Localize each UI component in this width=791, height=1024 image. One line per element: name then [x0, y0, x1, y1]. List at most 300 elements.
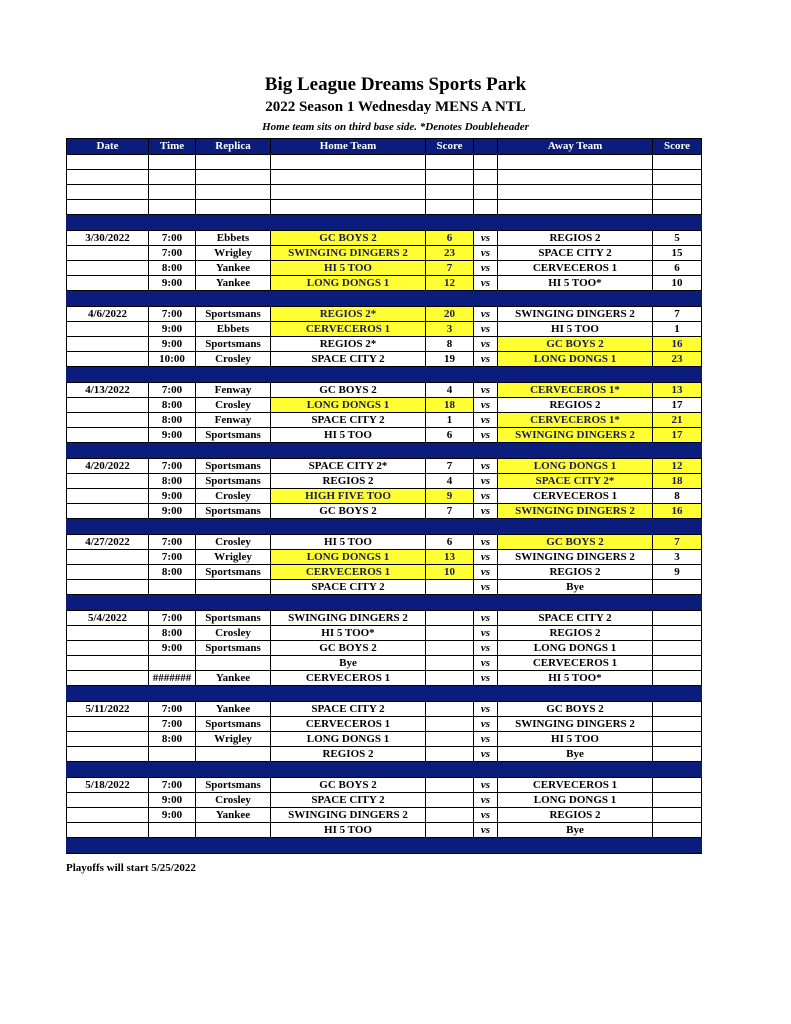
table-row [67, 793, 702, 808]
table-row [67, 747, 702, 762]
table-row [67, 580, 702, 595]
date-cell [67, 717, 149, 732]
away-team-cell: LONG DONGS 1 [498, 641, 653, 656]
time-cell: 9:00 [149, 428, 196, 443]
separator-cell [149, 367, 196, 383]
separator-cell [67, 686, 149, 702]
table-row [67, 474, 702, 489]
home-score-cell [426, 611, 474, 626]
away-score-cell: 9 [653, 565, 702, 580]
separator-cell [196, 838, 271, 854]
separator-cell [67, 215, 149, 231]
table-row [67, 611, 702, 626]
blank-cell [653, 185, 702, 200]
page-note: Home team sits on third base side. *Denotes Doubleheader [262, 121, 529, 133]
replica-cell [196, 580, 271, 595]
col-date: Date [67, 139, 149, 155]
vs-cell: vs [474, 383, 498, 398]
table-row [67, 504, 702, 519]
separator-cell [426, 443, 474, 459]
away-score-cell [653, 732, 702, 747]
blank-cell [498, 200, 653, 215]
date-cell [67, 413, 149, 428]
home-team-cell: HI 5 TOO [271, 823, 426, 838]
replica-cell: Fenway [196, 383, 271, 398]
vs-cell: vs [474, 459, 498, 474]
blank-cell [474, 200, 498, 215]
away-team-cell: CERVECEROS 1 [498, 489, 653, 504]
separator-cell [196, 519, 271, 535]
away-score-cell: 21 [653, 413, 702, 428]
separator-cell [426, 762, 474, 778]
time-cell: 9:00 [149, 641, 196, 656]
header-row [67, 139, 702, 155]
vs-cell: vs [474, 565, 498, 580]
date-cell [67, 489, 149, 504]
separator-cell [653, 762, 702, 778]
separator-cell [67, 367, 149, 383]
home-score-cell [426, 580, 474, 595]
table-row [67, 307, 702, 322]
home-team-cell: LONG DONGS 1 [271, 276, 426, 291]
time-cell: 8:00 [149, 565, 196, 580]
replica-cell: Sportsmans [196, 504, 271, 519]
home-score-cell: 1 [426, 413, 474, 428]
replica-cell: Sportsmans [196, 474, 271, 489]
away-team-cell: CERVECEROS 1 [498, 778, 653, 793]
separator-cell [474, 215, 498, 231]
separator-cell [426, 686, 474, 702]
away-score-cell: 16 [653, 337, 702, 352]
time-cell: 7:00 [149, 778, 196, 793]
time-cell: 8:00 [149, 261, 196, 276]
replica-cell: Crosley [196, 626, 271, 641]
away-score-cell: 17 [653, 428, 702, 443]
replica-cell: Sportsmans [196, 307, 271, 322]
time-cell: 7:00 [149, 535, 196, 550]
vs-cell: vs [474, 702, 498, 717]
home-score-cell [426, 823, 474, 838]
separator-cell [271, 291, 426, 307]
week-separator [67, 686, 702, 702]
replica-cell [196, 747, 271, 762]
footer-note: Playoffs will start 5/25/2022 [66, 862, 196, 874]
home-score-cell [426, 793, 474, 808]
replica-cell: Sportsmans [196, 428, 271, 443]
time-cell: 8:00 [149, 626, 196, 641]
time-cell: 9:00 [149, 489, 196, 504]
blank-cell [498, 170, 653, 185]
separator-cell [498, 762, 653, 778]
date-cell [67, 580, 149, 595]
vs-cell: vs [474, 778, 498, 793]
vs-cell: vs [474, 261, 498, 276]
date-cell [67, 793, 149, 808]
time-cell: 8:00 [149, 732, 196, 747]
separator-cell [271, 443, 426, 459]
home-team-cell: CERVECEROS 1 [271, 671, 426, 686]
away-team-cell: Bye [498, 580, 653, 595]
vs-cell: vs [474, 428, 498, 443]
away-score-cell [653, 580, 702, 595]
separator-cell [498, 519, 653, 535]
home-score-cell: 4 [426, 474, 474, 489]
separator-cell [67, 443, 149, 459]
separator-cell [271, 595, 426, 611]
replica-cell: Sportsmans [196, 611, 271, 626]
separator-cell [271, 838, 426, 854]
vs-cell: vs [474, 717, 498, 732]
date-cell [67, 747, 149, 762]
date-cell [67, 337, 149, 352]
separator-cell [498, 215, 653, 231]
away-score-cell: 15 [653, 246, 702, 261]
date-cell [67, 428, 149, 443]
away-score-cell: 13 [653, 383, 702, 398]
replica-cell: Crosley [196, 398, 271, 413]
home-score-cell: 6 [426, 428, 474, 443]
table-row [67, 352, 702, 367]
separator-cell [426, 367, 474, 383]
home-score-cell: 19 [426, 352, 474, 367]
away-team-cell: LONG DONGS 1 [498, 459, 653, 474]
separator-cell [653, 443, 702, 459]
separator-cell [149, 686, 196, 702]
table-row [67, 337, 702, 352]
blank-cell [196, 170, 271, 185]
blank-cell [498, 155, 653, 170]
separator-cell [426, 291, 474, 307]
separator-cell [498, 686, 653, 702]
table-row [67, 778, 702, 793]
replica-cell: Ebbets [196, 322, 271, 337]
table-row [67, 489, 702, 504]
replica-cell: Crosley [196, 793, 271, 808]
away-score-cell [653, 656, 702, 671]
away-team-cell: CERVECEROS 1* [498, 383, 653, 398]
blank-cell [271, 155, 426, 170]
blank-cell [498, 185, 653, 200]
away-score-cell: 23 [653, 352, 702, 367]
date-cell [67, 504, 149, 519]
date-cell [67, 276, 149, 291]
time-cell: ####### [149, 671, 196, 686]
away-score-cell [653, 778, 702, 793]
replica-cell: Yankee [196, 808, 271, 823]
separator-cell [653, 291, 702, 307]
separator-cell [474, 595, 498, 611]
away-score-cell: 7 [653, 307, 702, 322]
separator-cell [67, 519, 149, 535]
table-row [67, 261, 702, 276]
away-score-cell: 10 [653, 276, 702, 291]
date-cell: 4/13/2022 [67, 383, 149, 398]
time-cell: 8:00 [149, 474, 196, 489]
blank-cell [271, 170, 426, 185]
vs-cell: vs [474, 398, 498, 413]
away-team-cell: REGIOS 2 [498, 626, 653, 641]
home-team-cell: SWINGING DINGERS 2 [271, 808, 426, 823]
table-row [67, 535, 702, 550]
vs-cell: vs [474, 580, 498, 595]
time-cell: 9:00 [149, 793, 196, 808]
home-score-cell [426, 717, 474, 732]
home-score-cell: 7 [426, 459, 474, 474]
separator-cell [67, 762, 149, 778]
away-team-cell: HI 5 TOO* [498, 276, 653, 291]
separator-cell [271, 686, 426, 702]
vs-cell: vs [474, 322, 498, 337]
away-score-cell: 18 [653, 474, 702, 489]
table-row [67, 626, 702, 641]
date-cell: 4/27/2022 [67, 535, 149, 550]
vs-cell: vs [474, 550, 498, 565]
col-home-team: Home Team [271, 139, 426, 155]
home-team-cell: GC BOYS 2 [271, 641, 426, 656]
away-team-cell: LONG DONGS 1 [498, 793, 653, 808]
away-score-cell: 7 [653, 535, 702, 550]
week-separator [67, 762, 702, 778]
away-team-cell: REGIOS 2 [498, 565, 653, 580]
separator-cell [653, 215, 702, 231]
table-row [67, 398, 702, 413]
vs-cell: vs [474, 747, 498, 762]
date-cell [67, 352, 149, 367]
home-team-cell: CERVECEROS 1 [271, 565, 426, 580]
replica-cell: Yankee [196, 702, 271, 717]
home-team-cell: HI 5 TOO* [271, 626, 426, 641]
time-cell [149, 580, 196, 595]
away-team-cell: REGIOS 2 [498, 808, 653, 823]
table-row [67, 231, 702, 246]
date-cell: 5/4/2022 [67, 611, 149, 626]
col-time: Time [149, 139, 196, 155]
blank-cell [149, 185, 196, 200]
away-score-cell [653, 717, 702, 732]
page-subtitle: 2022 Season 1 Wednesday MENS A NTL [265, 99, 526, 115]
away-score-cell [653, 611, 702, 626]
home-team-cell: SPACE CITY 2 [271, 702, 426, 717]
table-row [67, 671, 702, 686]
time-cell: 7:00 [149, 702, 196, 717]
replica-cell: Wrigley [196, 550, 271, 565]
away-team-cell: Bye [498, 747, 653, 762]
week-separator [67, 291, 702, 307]
time-cell [149, 823, 196, 838]
time-cell: 9:00 [149, 808, 196, 823]
replica-cell: Sportsmans [196, 337, 271, 352]
away-team-cell: REGIOS 2 [498, 398, 653, 413]
week-separator [67, 215, 702, 231]
home-score-cell [426, 641, 474, 656]
home-team-cell: REGIOS 2* [271, 307, 426, 322]
replica-cell: Sportsmans [196, 565, 271, 580]
separator-cell [426, 215, 474, 231]
vs-cell: vs [474, 413, 498, 428]
table-row [67, 550, 702, 565]
away-score-cell [653, 671, 702, 686]
table-row [67, 383, 702, 398]
table-row [67, 641, 702, 656]
home-team-cell: CERVECEROS 1 [271, 322, 426, 337]
home-score-cell: 6 [426, 535, 474, 550]
blank-row [67, 200, 702, 215]
schedule-body [67, 155, 702, 854]
vs-cell: vs [474, 671, 498, 686]
date-cell [67, 398, 149, 413]
vs-cell: vs [474, 793, 498, 808]
date-cell [67, 474, 149, 489]
week-separator [67, 443, 702, 459]
separator-cell [67, 291, 149, 307]
vs-cell: vs [474, 352, 498, 367]
separator-cell [271, 367, 426, 383]
vs-cell: vs [474, 611, 498, 626]
home-team-cell: SPACE CITY 2 [271, 413, 426, 428]
date-cell [67, 641, 149, 656]
vs-cell: vs [474, 504, 498, 519]
separator-cell [426, 838, 474, 854]
table-row [67, 717, 702, 732]
time-cell: 9:00 [149, 276, 196, 291]
home-score-cell: 7 [426, 504, 474, 519]
separator-cell [271, 215, 426, 231]
home-team-cell: Bye [271, 656, 426, 671]
away-team-cell: CERVECEROS 1* [498, 413, 653, 428]
week-separator [67, 367, 702, 383]
separator-cell [196, 443, 271, 459]
blank-row [67, 170, 702, 185]
home-score-cell: 3 [426, 322, 474, 337]
replica-cell [196, 656, 271, 671]
separator-cell [474, 519, 498, 535]
away-team-cell: HI 5 TOO [498, 732, 653, 747]
separator-cell [149, 762, 196, 778]
replica-cell: Crosley [196, 535, 271, 550]
separator-cell [653, 686, 702, 702]
home-team-cell: SPACE CITY 2 [271, 352, 426, 367]
vs-cell: vs [474, 307, 498, 322]
home-score-cell: 20 [426, 307, 474, 322]
away-team-cell: SWINGING DINGERS 2 [498, 428, 653, 443]
replica-cell: Wrigley [196, 246, 271, 261]
blank-cell [196, 200, 271, 215]
date-cell [67, 626, 149, 641]
home-score-cell: 9 [426, 489, 474, 504]
blank-cell [474, 155, 498, 170]
separator-cell [67, 595, 149, 611]
home-score-cell: 10 [426, 565, 474, 580]
replica-cell: Crosley [196, 352, 271, 367]
replica-cell: Yankee [196, 671, 271, 686]
date-cell [67, 732, 149, 747]
home-score-cell [426, 778, 474, 793]
away-score-cell [653, 747, 702, 762]
blank-cell [426, 155, 474, 170]
blank-cell [67, 185, 149, 200]
col-vs [474, 139, 498, 155]
home-team-cell: GC BOYS 2 [271, 231, 426, 246]
table-row [67, 459, 702, 474]
home-score-cell [426, 671, 474, 686]
table-row [67, 656, 702, 671]
time-cell: 7:00 [149, 717, 196, 732]
page-title: Big League Dreams Sports Park [264, 74, 527, 95]
blank-cell [67, 170, 149, 185]
vs-cell: vs [474, 535, 498, 550]
blank-cell [653, 170, 702, 185]
separator-cell [196, 686, 271, 702]
blank-cell [426, 185, 474, 200]
blank-cell [426, 170, 474, 185]
vs-cell: vs [474, 474, 498, 489]
replica-cell: Yankee [196, 261, 271, 276]
separator-cell [498, 838, 653, 854]
time-cell: 7:00 [149, 231, 196, 246]
replica-cell: Ebbets [196, 231, 271, 246]
date-cell: 3/30/2022 [67, 231, 149, 246]
separator-cell [149, 595, 196, 611]
date-cell [67, 565, 149, 580]
away-team-cell: HI 5 TOO* [498, 671, 653, 686]
week-separator [67, 519, 702, 535]
away-score-cell: 8 [653, 489, 702, 504]
separator-cell [67, 838, 149, 854]
home-team-cell: HI 5 TOO [271, 535, 426, 550]
time-cell: 7:00 [149, 611, 196, 626]
table-row [67, 702, 702, 717]
separator-cell [196, 595, 271, 611]
replica-cell: Sportsmans [196, 717, 271, 732]
home-score-cell: 18 [426, 398, 474, 413]
away-score-cell [653, 793, 702, 808]
separator-cell [653, 838, 702, 854]
home-score-cell [426, 656, 474, 671]
home-score-cell [426, 626, 474, 641]
separator-cell [196, 762, 271, 778]
home-team-cell: LONG DONGS 1 [271, 732, 426, 747]
col-away-score: Score [653, 139, 702, 155]
col-replica: Replica [196, 139, 271, 155]
home-score-cell: 7 [426, 261, 474, 276]
home-team-cell: HI 5 TOO [271, 261, 426, 276]
date-cell: 5/18/2022 [67, 778, 149, 793]
separator-cell [149, 443, 196, 459]
away-score-cell: 17 [653, 398, 702, 413]
date-cell: 4/20/2022 [67, 459, 149, 474]
date-cell [67, 671, 149, 686]
home-score-cell: 23 [426, 246, 474, 261]
home-score-cell [426, 732, 474, 747]
home-team-cell: HI 5 TOO [271, 428, 426, 443]
away-team-cell: SPACE CITY 2 [498, 611, 653, 626]
away-team-cell: SWINGING DINGERS 2 [498, 550, 653, 565]
table-row [67, 276, 702, 291]
separator-cell [271, 519, 426, 535]
time-cell: 9:00 [149, 337, 196, 352]
separator-cell [426, 595, 474, 611]
vs-cell: vs [474, 489, 498, 504]
away-team-cell: GC BOYS 2 [498, 337, 653, 352]
table-row [67, 322, 702, 337]
time-cell: 7:00 [149, 550, 196, 565]
separator-cell [196, 367, 271, 383]
table-row [67, 732, 702, 747]
away-team-cell: SPACE CITY 2 [498, 246, 653, 261]
time-cell: 7:00 [149, 383, 196, 398]
time-cell: 8:00 [149, 413, 196, 428]
separator-cell [653, 595, 702, 611]
